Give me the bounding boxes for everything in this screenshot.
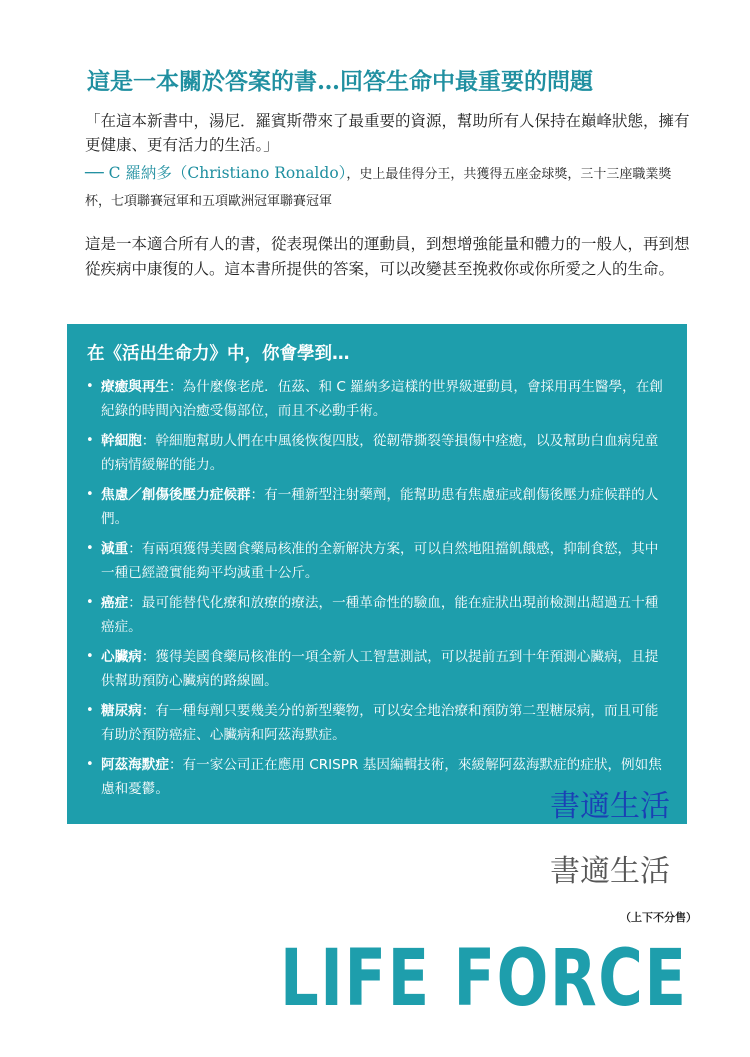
sale-note: （上下不分售） [620, 911, 697, 924]
bullet-icon: • [86, 757, 94, 772]
item-text: ：有一種每劑只要幾美分的新型藥物，可以安全地治療和預防第二型糖尿病，而且可能有助於預防癌症、心臟病和阿茲海默症。 [101, 703, 659, 743]
list-item [85, 429, 671, 477]
bullet-icon: • [86, 433, 94, 448]
bullet-icon: • [86, 649, 94, 664]
item-term: 心臟病 [101, 649, 142, 665]
list-item [85, 699, 671, 747]
item-text: ：獲得美國食藥局核准的一項全新人工智慧測試，可以提前五到十年預測心臟病，且提供幫助預防心臟病的路線圖。 [101, 649, 659, 689]
item-term: 糖尿病 [101, 703, 142, 719]
intro-paragraph: 這是一本適合所有人的書，從表現傑出的運動員，到想增強能量和體力的一般人，再到想從疾病中康復的人。這本書所提供的答案，可以改變甚至挽救你或你所愛之人的生命。 [85, 235, 690, 278]
publisher-watermark: 書適生活 [550, 789, 670, 824]
item-term: 阿茲海默症 [101, 757, 169, 773]
list-item [85, 483, 671, 531]
item-term: 療癒與再生 [101, 379, 169, 395]
bullet-icon: • [86, 487, 94, 502]
bullet-icon: • [86, 703, 94, 718]
item-text: ：有一家公司正在應用 CRISPR 基因編輯技術，來緩解阿茲海默症的症狀，例如焦慮和憂鬱。 [101, 757, 662, 797]
item-term: 減重 [101, 541, 129, 557]
attribution-desc: ，史上最佳得分王，共獲得五座金球獎，三十三座職業獎杯，七項聯賽冠軍和五項歐洲冠軍聯賽冠軍 [85, 167, 672, 209]
item-text: ：為什麼像老虎．伍茲、和 C 羅納多這樣的世界級運動員，會採用再生醫學，在創紀錄的時間內治癒受傷部位，而且不必動手術。 [101, 379, 663, 419]
quote: 「在這本新書中，湯尼．羅賓斯帶來了最重要的資源，幫助所有人保持在巔峰狀態，擁有更健康、更有活力的生活。」 [85, 112, 690, 154]
item-text: ：最可能替代化療和放療的療法，一種革命性的驗血，能在症狀出現前檢測出超過五十種癌症。 [101, 595, 659, 635]
item-text: ：有一種新型注射藥劑，能幫助患有焦慮症或創傷後壓力症候群的人們。 [101, 487, 659, 527]
list-item [85, 537, 671, 585]
headline: 這是一本關於答案的書…回答生命中最重要的問題 [87, 68, 593, 95]
publisher-logo-text: 書適生活 [550, 854, 670, 889]
list-item [85, 591, 671, 639]
item-term: 癌症 [101, 595, 129, 611]
list-item [85, 375, 671, 423]
feature-list [85, 375, 671, 807]
attribution-name: ── C 羅納多（Christiano Ronaldo） [85, 164, 347, 182]
bullet-icon: • [86, 379, 94, 394]
book-title: LIFE FORCE [280, 934, 688, 1024]
item-term: 焦慮／創傷後壓力症候群 [101, 487, 251, 503]
attribution [85, 160, 695, 215]
feature-panel [67, 324, 687, 824]
item-text: ：幹細胞幫助人們在中風後恢復四肢，從韌帶撕裂等損傷中痊癒，以及幫助白血病兒童的病情緩解的能力。 [101, 433, 659, 473]
bullet-icon: • [86, 541, 94, 556]
bullet-icon: • [86, 595, 94, 610]
item-term: 幹細胞 [101, 433, 142, 449]
list-item [85, 645, 671, 693]
panel-title: 在《活出生命力》中，你會學到… [87, 344, 350, 364]
item-text: ：有兩項獲得美國食藥局核准的全新解決方案，可以自然地阻擋飢餓感，抑制食慾，其中一種已經證實能夠平均減重十公斤。 [101, 541, 659, 581]
